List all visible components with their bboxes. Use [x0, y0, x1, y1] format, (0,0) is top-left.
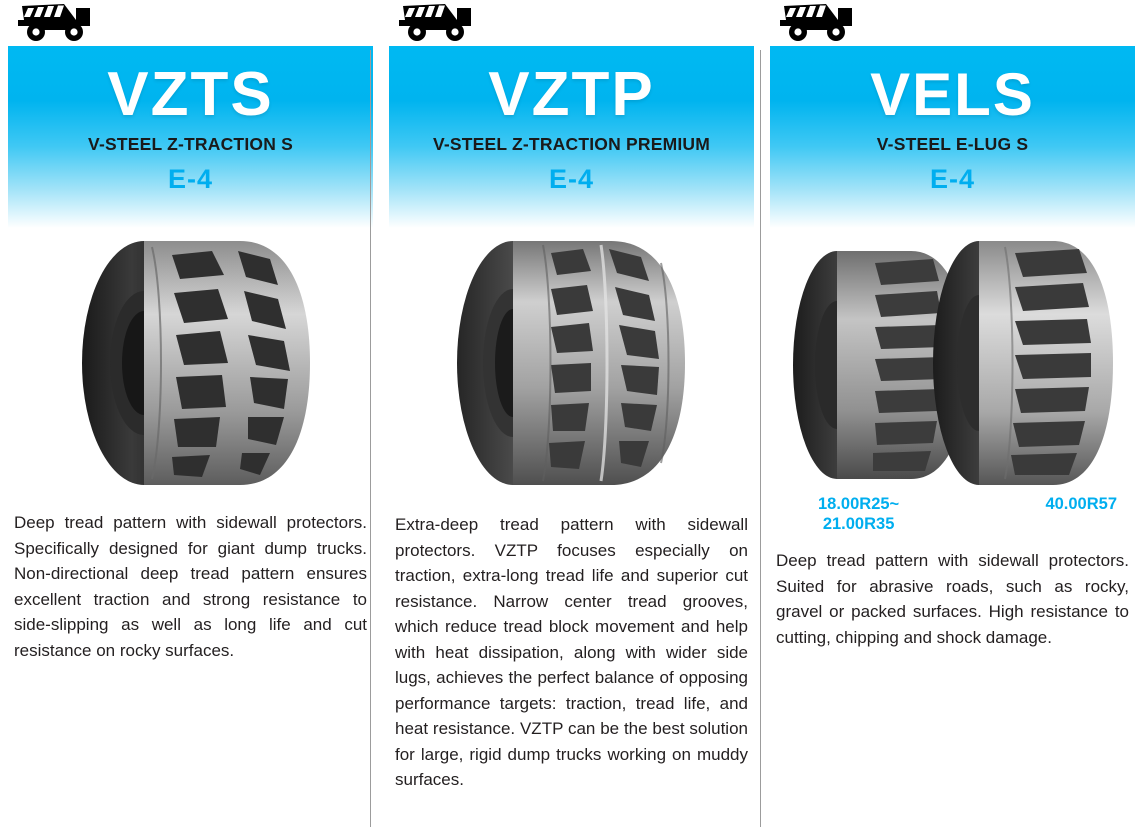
product-description: Deep tread pattern with sidewall protectors. Suited for abrasive roads, such as rocky, gravel or packed surfaces. High resistance to cutting, chipping and shock damage.	[776, 551, 1129, 647]
product-column-vztp	[381, 0, 762, 837]
product-subtitle: V-STEEL Z-TRACTION PREMIUM	[432, 134, 711, 154]
product-title: VZTP	[488, 60, 655, 129]
size-list	[770, 490, 1135, 534]
size-label-2: 40.00R57	[1045, 495, 1117, 513]
product-column-vzts	[0, 0, 381, 837]
tyre-image-vztp	[389, 228, 754, 490]
product-grade: E-4	[929, 164, 976, 194]
column-divider	[760, 50, 761, 827]
product-banner	[389, 46, 754, 228]
tyre-image-vels	[770, 228, 1135, 490]
product-description: Extra-deep tread pattern with sidewall protectors. VZTP focuses especially on traction, extra-long tread life and superior cut resistance. Narrow center tread grooves, which reduce tread block movement and help with heat dissipation, along with wider side lugs, achieves the perfect balance of opposing performance targets: traction, tread life, and heat resistance. VZTP can be the best solution for large, rigid dump trucks working on muddy surfaces.	[395, 515, 748, 789]
column-divider	[370, 50, 371, 827]
product-grade: E-4	[167, 164, 214, 194]
size-label-1: 18.00R25~ 21.00R35	[818, 495, 900, 533]
dump-truck-icon	[8, 0, 373, 46]
product-subtitle: V-STEEL E-LUG S	[876, 134, 1029, 154]
product-banner	[770, 46, 1135, 228]
product-column-vels	[762, 0, 1143, 837]
dump-truck-icon	[770, 0, 1135, 46]
product-banner	[8, 46, 373, 228]
product-title: VZTS	[107, 60, 274, 129]
product-description: Deep tread pattern with sidewall protectors. Specifically designed for giant dump trucks. Non-directional deep tread pattern ensures excellent traction and strong resistance to side-slipping as well as long life and cut resistance on rocky surfaces.	[14, 513, 367, 660]
product-title: VELS	[870, 61, 1035, 128]
dump-truck-icon	[389, 0, 754, 46]
product-subtitle: V-STEEL Z-TRACTION S	[88, 134, 293, 154]
product-grade: E-4	[548, 164, 595, 194]
tyre-image-vzts	[8, 228, 373, 490]
